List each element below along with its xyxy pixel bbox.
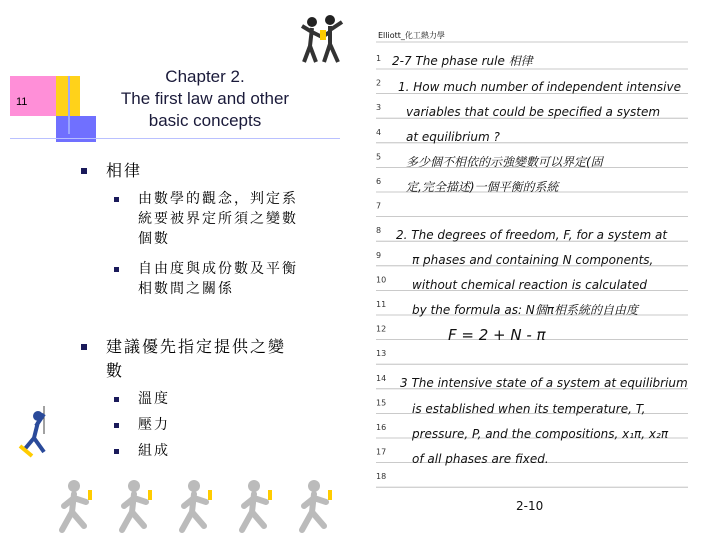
notes-line-1: 2-7 The phase rule 相律 — [392, 54, 533, 68]
notes-line-number: 2 — [376, 78, 382, 88]
notes-line-number: 12 — [376, 324, 387, 334]
title-divider — [10, 138, 340, 139]
notes-line-number: 5 — [376, 152, 382, 162]
notes-line-6: 定,完全描述)一個平衡的系統 — [406, 180, 559, 194]
sub-bullet-text-1 — [138, 189, 298, 249]
bullet-text-2-line-2: 數 — [106, 361, 125, 380]
notes-line-number: 8 — [376, 226, 382, 236]
sub-bullet-text-1-line-3: 個數 — [138, 231, 170, 247]
sub-bullet-text-5: 組成 — [138, 443, 170, 459]
notes-line-14: pressure, P, and the compositions, x₁π, x₂π — [412, 427, 669, 441]
notes-line-12: 3 The intensive state of a system at equilibrium — [400, 376, 688, 390]
notes-line-number: 3 — [376, 103, 382, 113]
title-line-1: Chapter 2. — [165, 67, 245, 86]
notes-line-number: 6 — [376, 177, 382, 186]
notes-line-number: 10 — [376, 275, 387, 285]
sub-bullet-text-1-line-1: 由數學的觀念，判定系 — [138, 191, 298, 207]
bullet-marker-1 — [81, 168, 87, 174]
sub-bullet-text-4: 壓力 — [138, 417, 170, 433]
notes-line-number: 15 — [376, 398, 387, 408]
slide-number: 11 — [16, 96, 28, 108]
notes-line-7: 2. The degrees of freedom, F, for a system at — [396, 228, 668, 242]
sub-bullet-text-2 — [138, 259, 298, 299]
notes-line-3: variables that could be specified a system — [406, 105, 661, 119]
bullet-text-1: 相律 — [106, 161, 143, 180]
notes-line-number: 18 — [376, 472, 387, 482]
notes-line-9: without chemical reaction is calculated — [412, 278, 647, 292]
notes-line-number: 4 — [376, 127, 382, 137]
sub-bullet-text-3: 溫度 — [138, 391, 170, 407]
notes-line-5: 多少個不相依的示強變數可以界定(固 — [406, 155, 603, 169]
sub-bullet-text-2-line-2: 相數間之關係 — [138, 281, 234, 297]
deco-vertical-line — [68, 76, 70, 134]
handwritten-notes-image — [368, 24, 696, 536]
notes-line-15: of all phases are fixed. — [412, 452, 549, 466]
notes-line-number: 13 — [376, 349, 387, 359]
notes-line-number: 11 — [376, 300, 387, 309]
bullet-text-2-line-1: 建議優先指定提供之變 — [106, 337, 287, 356]
sub-bullet-marker-5 — [114, 449, 119, 454]
sub-bullet-marker-1 — [114, 197, 119, 202]
sub-bullet-text-2-line-1: 自由度與成份數及平衡 — [138, 261, 298, 277]
notes-line-13: is established when its temperature, T, — [412, 402, 646, 416]
climber-clipart — [14, 404, 64, 460]
notes-line-number: 16 — [376, 423, 387, 432]
notes-line-8: π phases and containing N components, — [412, 253, 654, 267]
runner-figures-row — [48, 476, 348, 538]
notes-line-2: 1. How much number of independent intensive — [398, 80, 681, 94]
notes-line-number: 9 — [376, 250, 382, 260]
notes-line-number: 14 — [376, 373, 387, 383]
notes-line-number: 1 — [376, 54, 382, 63]
notes-line-number: 17 — [376, 447, 387, 457]
title-line-3: basic concepts — [148, 111, 262, 130]
notes-page-ref: 2-10 — [516, 499, 544, 513]
slide-title — [100, 66, 310, 132]
title-line-2: The first law and other — [120, 89, 290, 108]
bullet-text-2 — [106, 335, 286, 383]
notes-line-10: by the formula as: N個π相系統的自由度 — [412, 303, 639, 317]
notes-line-11: F = 2 + N - π — [448, 326, 546, 344]
bullet-marker-2 — [81, 344, 87, 350]
notes-header: Elliott_化工熱力學 — [378, 31, 445, 40]
sub-bullet-marker-4 — [114, 423, 119, 428]
notes-line-4: at equilibrium ? — [406, 130, 500, 144]
sub-bullet-marker-2 — [114, 267, 119, 272]
notes-line-number: 7 — [376, 201, 382, 211]
sub-bullet-text-1-line-2: 統要被界定所須之變數 — [138, 211, 298, 227]
team-figures-clipart — [298, 12, 346, 68]
sub-bullet-marker-3 — [114, 397, 119, 402]
